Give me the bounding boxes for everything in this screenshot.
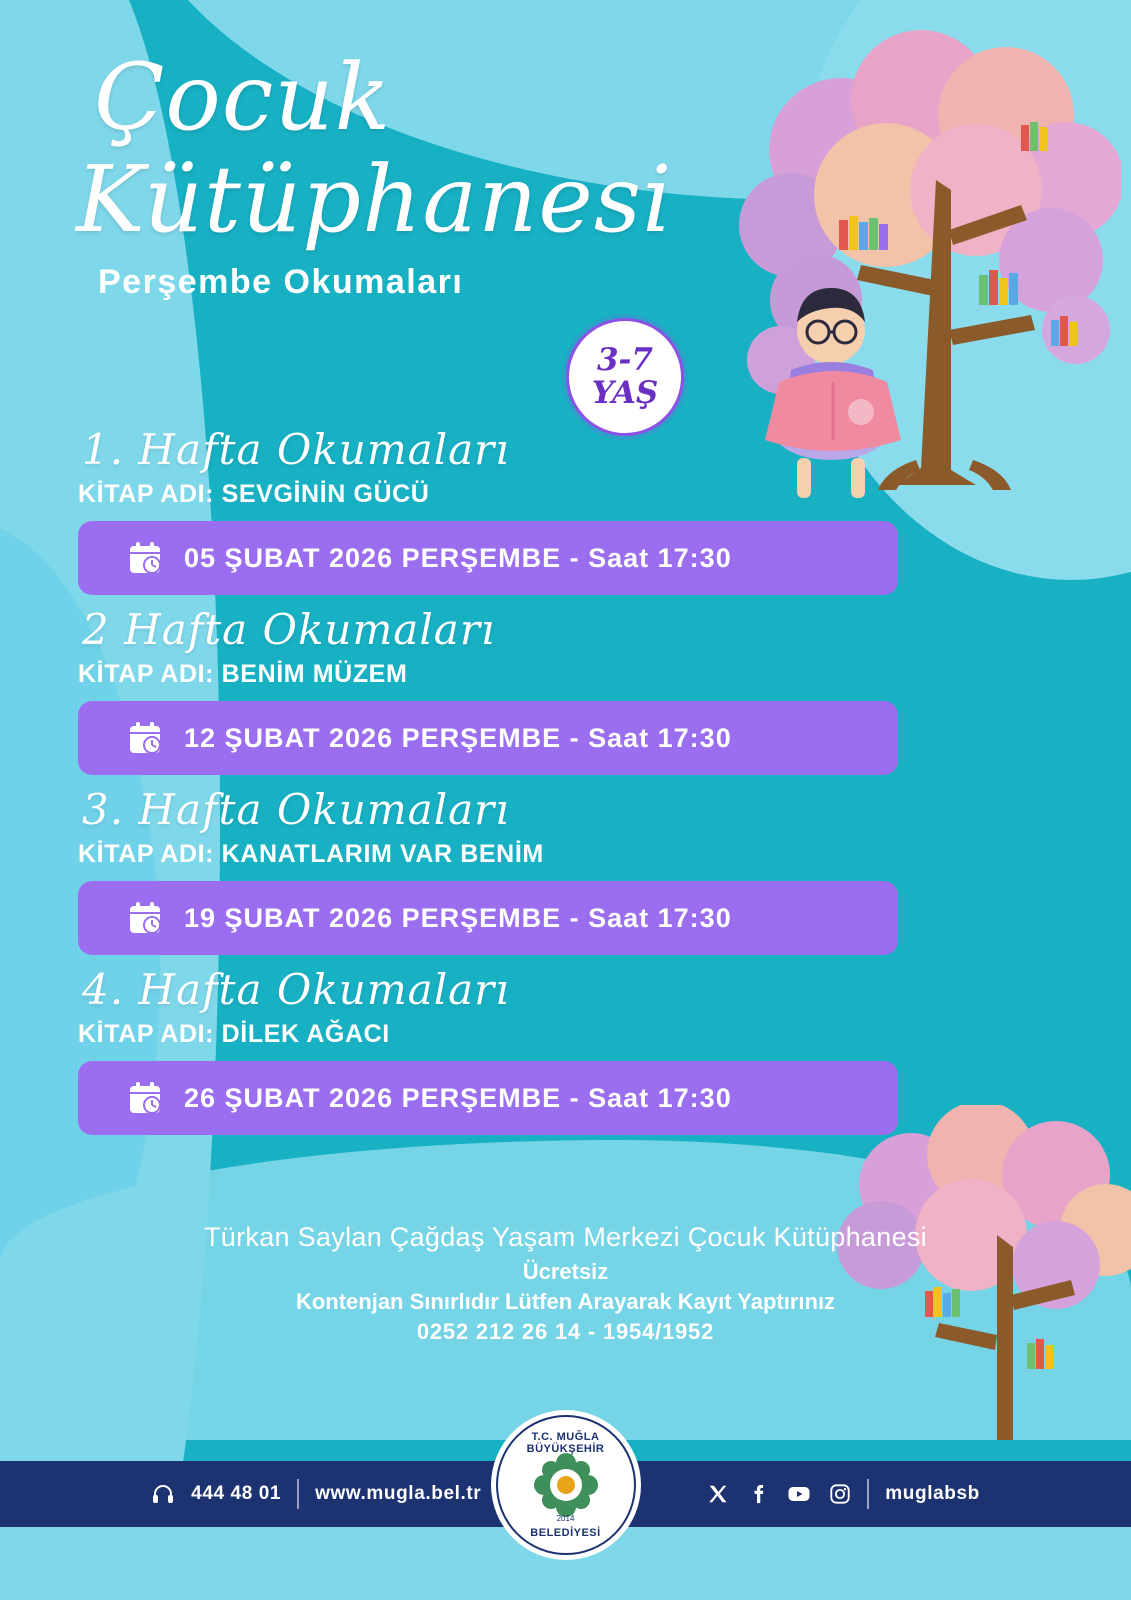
week-date-text: 12 ŞUBAT 2026 PERŞEMBE - Saat 17:30 <box>184 722 732 753</box>
footer-social-group <box>707 1479 980 1509</box>
price-label: Ücretsiz <box>522 1259 609 1284</box>
footer-contact-group <box>151 1479 481 1509</box>
venue-name: Türkan Saylan Çağdaş Yaşam Merkezi Çocuk Kütüphanesi <box>204 1222 927 1252</box>
age-badge <box>566 318 684 436</box>
footer-divider <box>297 1479 299 1509</box>
age-badge-range: 3-7 <box>596 342 653 379</box>
emblem-year: 2014 <box>556 1514 575 1523</box>
week-date-text: 05 ŞUBAT 2026 PERŞEMBE - Saat 17:30 <box>184 542 732 573</box>
calendar-icon <box>128 541 162 575</box>
week-book: KİTAP ADI: DİLEK AĞACI <box>78 1020 390 1048</box>
footer-divider <box>867 1479 869 1509</box>
call-center-number[interactable]: 444 48 01 <box>191 1483 282 1504</box>
week-book: KİTAP ADI: KANATLARIM VAR BENİM <box>78 840 544 868</box>
week-date-bar <box>78 881 898 955</box>
week-date-bar <box>78 701 898 775</box>
website-url[interactable]: www.mugla.bel.tr <box>315 1483 482 1504</box>
week-title: 3. Hafta Okumaları <box>82 785 510 834</box>
week-book: KİTAP ADI: BENİM MÜZEM <box>78 660 408 688</box>
emblem-flower-icon <box>530 1449 602 1521</box>
registration-note: Kontenjan Sınırlıdır Lütfen Arayarak Kayıt Yaptırınız <box>295 1289 836 1314</box>
poster-title-block <box>76 44 673 302</box>
emblem-inner <box>496 1415 636 1555</box>
week-item <box>0 785 1131 955</box>
emblem-bottom-text: BELEDİYESİ <box>530 1527 601 1539</box>
facebook-icon[interactable] <box>747 1483 769 1505</box>
calendar-icon <box>128 721 162 755</box>
title-line-2: Kütüphanesi <box>76 146 673 253</box>
age-badge-label: YAŞ <box>591 375 659 411</box>
municipality-emblem <box>491 1410 641 1560</box>
social-icons <box>707 1482 851 1506</box>
youtube-icon[interactable] <box>787 1482 811 1506</box>
poster-subtitle: Perşembe Okumaları <box>98 262 464 301</box>
week-item <box>0 965 1131 1135</box>
week-book: KİTAP ADI: SEVGİNİN GÜCÜ <box>78 480 430 508</box>
social-handle[interactable]: muglabsb <box>885 1483 980 1504</box>
week-item <box>0 425 1131 595</box>
week-title: 4. Hafta Okumaları <box>82 965 510 1014</box>
calendar-icon <box>128 1081 162 1115</box>
week-date-bar <box>78 521 898 595</box>
calendar-icon <box>128 901 162 935</box>
weeks-list <box>0 425 1131 1145</box>
week-title: 2 Hafta Okumaları <box>82 605 496 654</box>
x-twitter-icon[interactable] <box>707 1483 729 1505</box>
week-date-text: 19 ŞUBAT 2026 PERŞEMBE - Saat 17:30 <box>184 902 732 933</box>
week-date-bar <box>78 1061 898 1135</box>
title-line-1: Çocuk <box>94 44 392 151</box>
emblem-top-text: T.C. MUĞLA BÜYÜKŞEHİR <box>526 1431 605 1455</box>
phone-number: 0252 212 26 14 - 1954/1952 <box>416 1319 715 1344</box>
week-title: 1. Hafta Okumaları <box>82 425 510 474</box>
week-date-text: 26 ŞUBAT 2026 PERŞEMBE - Saat 17:30 <box>184 1082 732 1113</box>
week-item <box>0 605 1131 775</box>
headset-icon <box>151 1482 175 1506</box>
info-block <box>0 1222 1131 1345</box>
instagram-icon[interactable] <box>829 1483 851 1505</box>
